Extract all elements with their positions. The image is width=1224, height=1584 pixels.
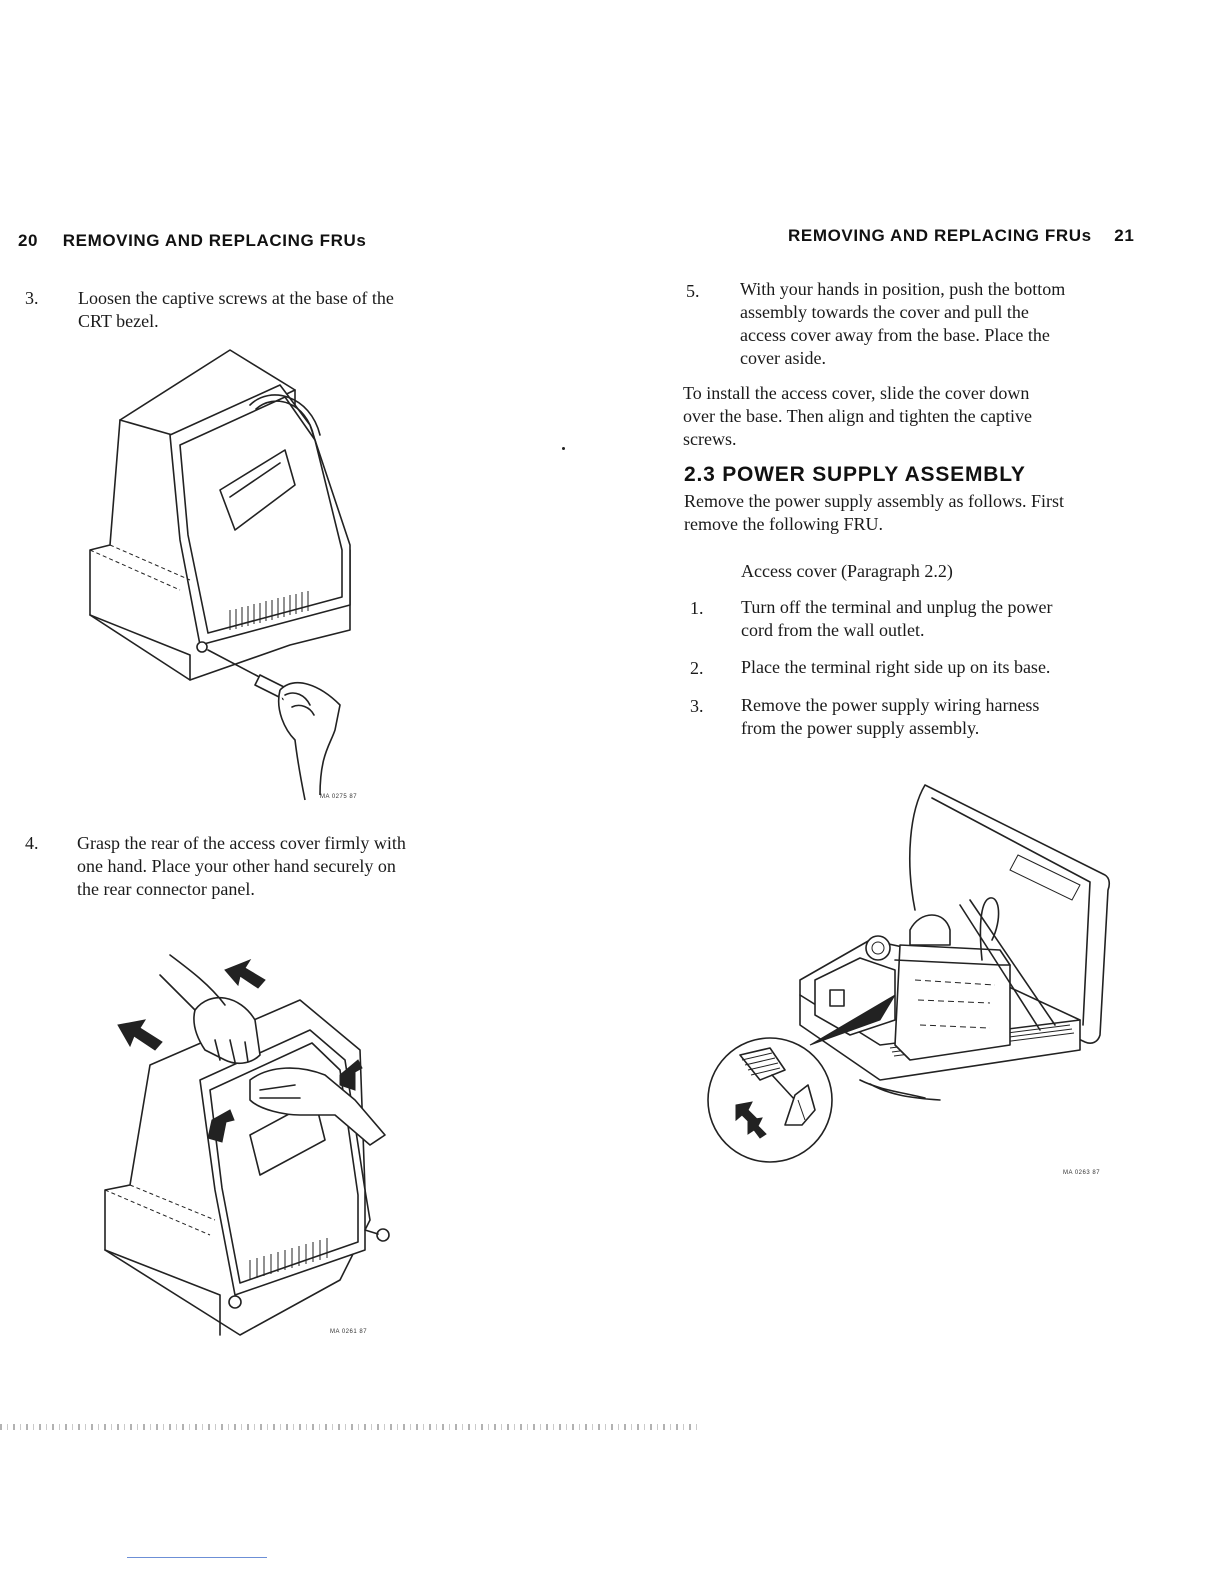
install-paragraph xyxy=(683,382,1163,451)
text-line: remove the following FRU. xyxy=(684,514,883,534)
right-step-3-number: 3. xyxy=(690,696,704,716)
scan-speck xyxy=(562,447,565,450)
text-line: cover aside. xyxy=(740,348,826,368)
left-running-head-text: REMOVING AND REPLACING FRUs xyxy=(62,231,367,250)
text-line: Loosen the captive screws at the base of the xyxy=(78,288,394,308)
text-line: one hand. Place your other hand securely on xyxy=(77,856,396,876)
right-step-1-text xyxy=(741,596,1181,642)
text-line: Remove the power supply assembly as follows. First xyxy=(684,491,1064,511)
text-line: access cover away from the base. Place the xyxy=(740,325,1050,345)
text-line: Turn off the terminal and unplug the power xyxy=(741,597,1053,617)
text-line: Remove the power supply wiring harness xyxy=(741,695,1040,715)
text-line: the rear connector panel. xyxy=(77,879,255,899)
text-line: screws. xyxy=(683,429,737,449)
component xyxy=(830,990,844,1006)
section-intro xyxy=(684,490,1174,536)
left-step-4-number: 4. xyxy=(25,833,39,853)
terminal-screwdriver-illustration xyxy=(80,345,370,800)
figure-3-caption: MA 0263 87 xyxy=(1063,1170,1101,1176)
scan-noise-line xyxy=(0,1424,700,1430)
figure-2-caption: MA 0261 87 xyxy=(330,1329,368,1335)
arrow-left-icon xyxy=(118,1020,162,1050)
text-line: CRT bezel. xyxy=(78,311,159,331)
text-line: Place the terminal right side up on its base. xyxy=(741,657,1051,677)
right-page-number: 21 xyxy=(1114,226,1135,245)
hand xyxy=(279,683,340,800)
prerequisite-fru: Access cover (Paragraph 2.2) xyxy=(741,561,953,581)
figure-1-caption: MA 0275 87 xyxy=(320,794,358,800)
text-line: over the base. Then align and tighten the captive xyxy=(683,406,1033,426)
left-step-3-text xyxy=(78,287,518,333)
right-running-head-text: REMOVING AND REPLACING FRUs xyxy=(788,226,1092,245)
right-step-3-text xyxy=(741,694,1181,740)
captive-screw-right xyxy=(377,1229,389,1241)
text-line: Grasp the rear of the access cover firmly with xyxy=(77,833,406,853)
right-step-5-text xyxy=(740,278,1210,370)
left-running-header xyxy=(18,231,366,251)
right-running-header xyxy=(788,226,1134,246)
left-step-4-text xyxy=(77,832,527,901)
transformer xyxy=(866,936,890,960)
text-line: from the power supply assembly. xyxy=(741,718,980,738)
scan-blue-line xyxy=(127,1557,267,1558)
section-title: 2.3 POWER SUPPLY ASSEMBLY xyxy=(684,463,1026,486)
left-page-number: 20 xyxy=(18,231,39,250)
text-line: assembly towards the cover and pull the xyxy=(740,302,1029,322)
right-step-1-number: 1. xyxy=(690,598,704,618)
left-step-3-number: 3. xyxy=(25,288,39,308)
right-step-2-text xyxy=(741,656,1181,679)
power-supply-harness-illustration xyxy=(700,780,1120,1170)
right-step-5-number: 5. xyxy=(686,281,700,301)
right-step-2-number: 2. xyxy=(690,658,704,678)
captive-screw xyxy=(197,642,207,652)
text-line: cord from the wall outlet. xyxy=(741,620,925,640)
captive-screw-left xyxy=(229,1296,241,1308)
text-line: With your hands in position, push the bottom xyxy=(740,279,1066,299)
terminal-hands-removing-cover-illustration xyxy=(100,950,400,1340)
text-line: To install the access cover, slide the cover down xyxy=(683,383,1030,403)
arrow-up-icon xyxy=(225,960,265,988)
